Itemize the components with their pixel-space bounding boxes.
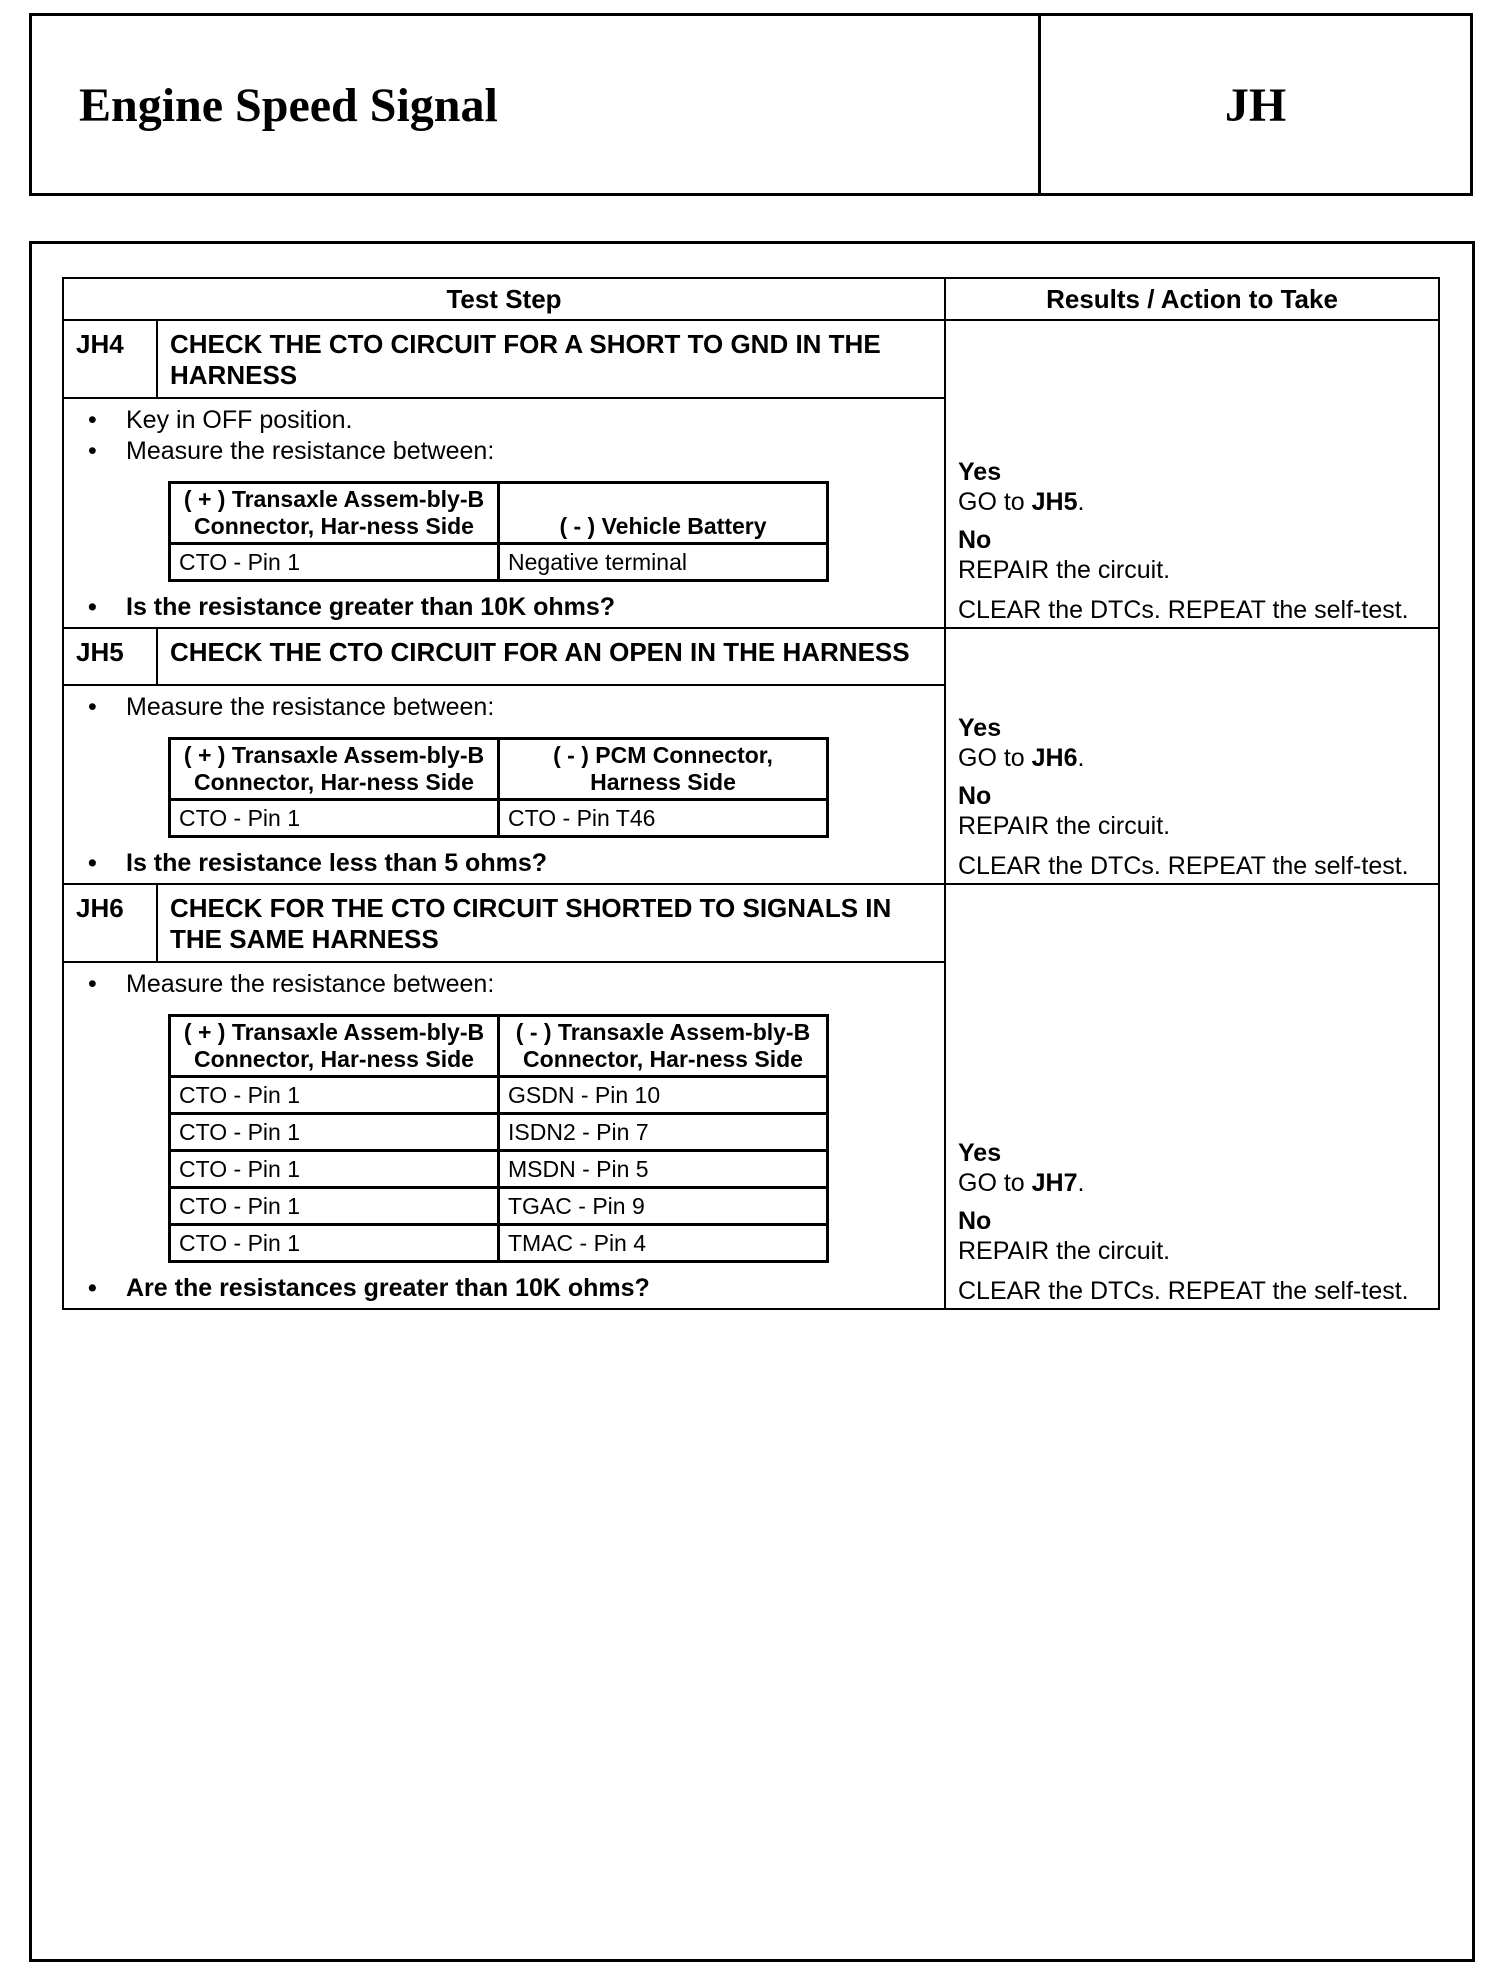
instruction-item: • Measure the resistance between: <box>84 969 934 1000</box>
yes-text: GO to <box>958 1169 1032 1197</box>
instruction-list <box>84 405 934 467</box>
measurement-table <box>168 481 829 582</box>
step-id: JH5 <box>63 628 157 685</box>
step-result <box>945 628 1439 884</box>
step-title: CHECK FOR THE CTO CIRCUIT SHORTED TO SIGNALS IN THE SAME HARNESS <box>157 884 945 962</box>
yes-target: JH7 <box>1031 1169 1078 1197</box>
question-list <box>84 1273 934 1304</box>
step-id: JH4 <box>63 320 157 398</box>
instruction-item: • Key in OFF position. <box>84 405 934 436</box>
yes-text: GO to <box>958 488 1032 516</box>
instruction-item: • Measure the resistance between: <box>84 436 934 467</box>
instruction-list <box>84 692 934 723</box>
step-title: CHECK THE CTO CIRCUIT FOR A SHORT TO GND IN THE HARNESS <box>157 320 945 398</box>
step-title-row <box>63 320 1439 398</box>
step-title-row <box>63 628 1439 685</box>
yes-action: GO to JH5. <box>958 488 1085 516</box>
measurement-cell: CTO - Pin 1 <box>170 544 499 581</box>
step-body <box>63 962 945 1309</box>
measurement-header-row <box>170 739 828 800</box>
step-result <box>945 884 1439 1309</box>
yes-action: GO to JH6. <box>958 744 1085 772</box>
column-header-results: Results / Action to Take <box>945 278 1439 320</box>
yes-target: JH5 <box>1031 488 1078 516</box>
extra-action: CLEAR the DTCs. REPEAT the self-test. <box>958 1277 1409 1305</box>
measurement-table <box>168 737 829 838</box>
measurement-header-row <box>170 1016 828 1077</box>
measurement-cell: ISDN2 - Pin 7 <box>499 1114 828 1151</box>
header-box <box>29 13 1473 196</box>
measurement-header: ( + ) Transaxle Assem-bly-B Connector, Har-ness Side <box>170 739 499 800</box>
measurement-row <box>170 1225 828 1262</box>
step-body <box>63 685 945 884</box>
measurement-cell: MSDN - Pin 5 <box>499 1151 828 1188</box>
step-question: • Is the resistance greater than 10K ohms? <box>84 592 934 623</box>
yes-target: JH6 <box>1031 744 1078 772</box>
yes-label: Yes <box>958 1139 1002 1167</box>
page-title: Engine Speed Signal <box>79 79 498 132</box>
measurement-header: ( + ) Transaxle Assem-bly-B Connector, Har-ness Side <box>170 483 499 544</box>
no-label: No <box>958 526 992 554</box>
measurement-cell: CTO - Pin 1 <box>170 1151 499 1188</box>
measurement-cell: CTO - Pin 1 <box>170 1225 499 1262</box>
measurement-cell: TMAC - Pin 4 <box>499 1225 828 1262</box>
no-action: REPAIR the circuit. <box>958 1237 1171 1265</box>
question-list <box>84 592 934 623</box>
measurement-cell: TGAC - Pin 9 <box>499 1188 828 1225</box>
instruction-item: • Measure the resistance between: <box>84 692 934 723</box>
measurement-row <box>170 1151 828 1188</box>
no-label: No <box>958 782 992 810</box>
extra-action: CLEAR the DTCs. REPEAT the self-test. <box>958 596 1409 624</box>
section-code: JH <box>1224 79 1287 132</box>
measurement-row <box>170 1114 828 1151</box>
extra-action: CLEAR the DTCs. REPEAT the self-test. <box>958 852 1409 880</box>
measurement-table <box>168 1014 829 1263</box>
step-question: • Are the resistances greater than 10K ohms? <box>84 1273 934 1304</box>
no-action: REPAIR the circuit. <box>958 812 1171 840</box>
step-question: • Is the resistance less than 5 ohms? <box>84 848 934 879</box>
step-id: JH6 <box>63 884 157 962</box>
measurement-row <box>170 1188 828 1225</box>
step-body <box>63 398 945 628</box>
measurement-cell: CTO - Pin 1 <box>170 1188 499 1225</box>
column-header-test-step: Test Step <box>63 278 945 320</box>
yes-text: GO to <box>958 744 1032 772</box>
measurement-cell: CTO - Pin T46 <box>499 800 828 837</box>
yes-action: GO to JH7. <box>958 1169 1085 1197</box>
measurement-row <box>170 1077 828 1114</box>
measurement-header: ( + ) Transaxle Assem-bly-B Connector, Har-ness Side <box>170 1016 499 1077</box>
measurement-header: ( - ) PCM Connector, Harness Side <box>499 739 828 800</box>
measurement-header: ( - ) Vehicle Battery <box>499 483 828 544</box>
measurement-cell: CTO - Pin 1 <box>170 1114 499 1151</box>
steps-body <box>63 320 1439 1309</box>
no-action: REPAIR the circuit. <box>958 556 1171 584</box>
question-list <box>84 848 934 879</box>
measurement-cell: CTO - Pin 1 <box>170 800 499 837</box>
measurement-cell: GSDN - Pin 10 <box>499 1077 828 1114</box>
no-label: No <box>958 1207 992 1235</box>
instruction-list <box>84 969 934 1000</box>
measurement-cell: Negative terminal <box>499 544 828 581</box>
step-title: CHECK THE CTO CIRCUIT FOR AN OPEN IN THE HARNESS <box>157 628 945 685</box>
yes-label: Yes <box>958 458 1002 486</box>
step-title-row <box>63 884 1439 962</box>
measurement-row <box>170 544 828 581</box>
test-step-table <box>62 277 1440 1310</box>
step-result <box>945 320 1439 628</box>
table-header-row <box>63 278 1439 320</box>
measurement-header-row <box>170 483 828 544</box>
measurement-row <box>170 800 828 837</box>
measurement-cell: CTO - Pin 1 <box>170 1077 499 1114</box>
yes-label: Yes <box>958 714 1002 742</box>
measurement-header: ( - ) Transaxle Assem-bly-B Connector, Har-ness Side <box>499 1016 828 1077</box>
